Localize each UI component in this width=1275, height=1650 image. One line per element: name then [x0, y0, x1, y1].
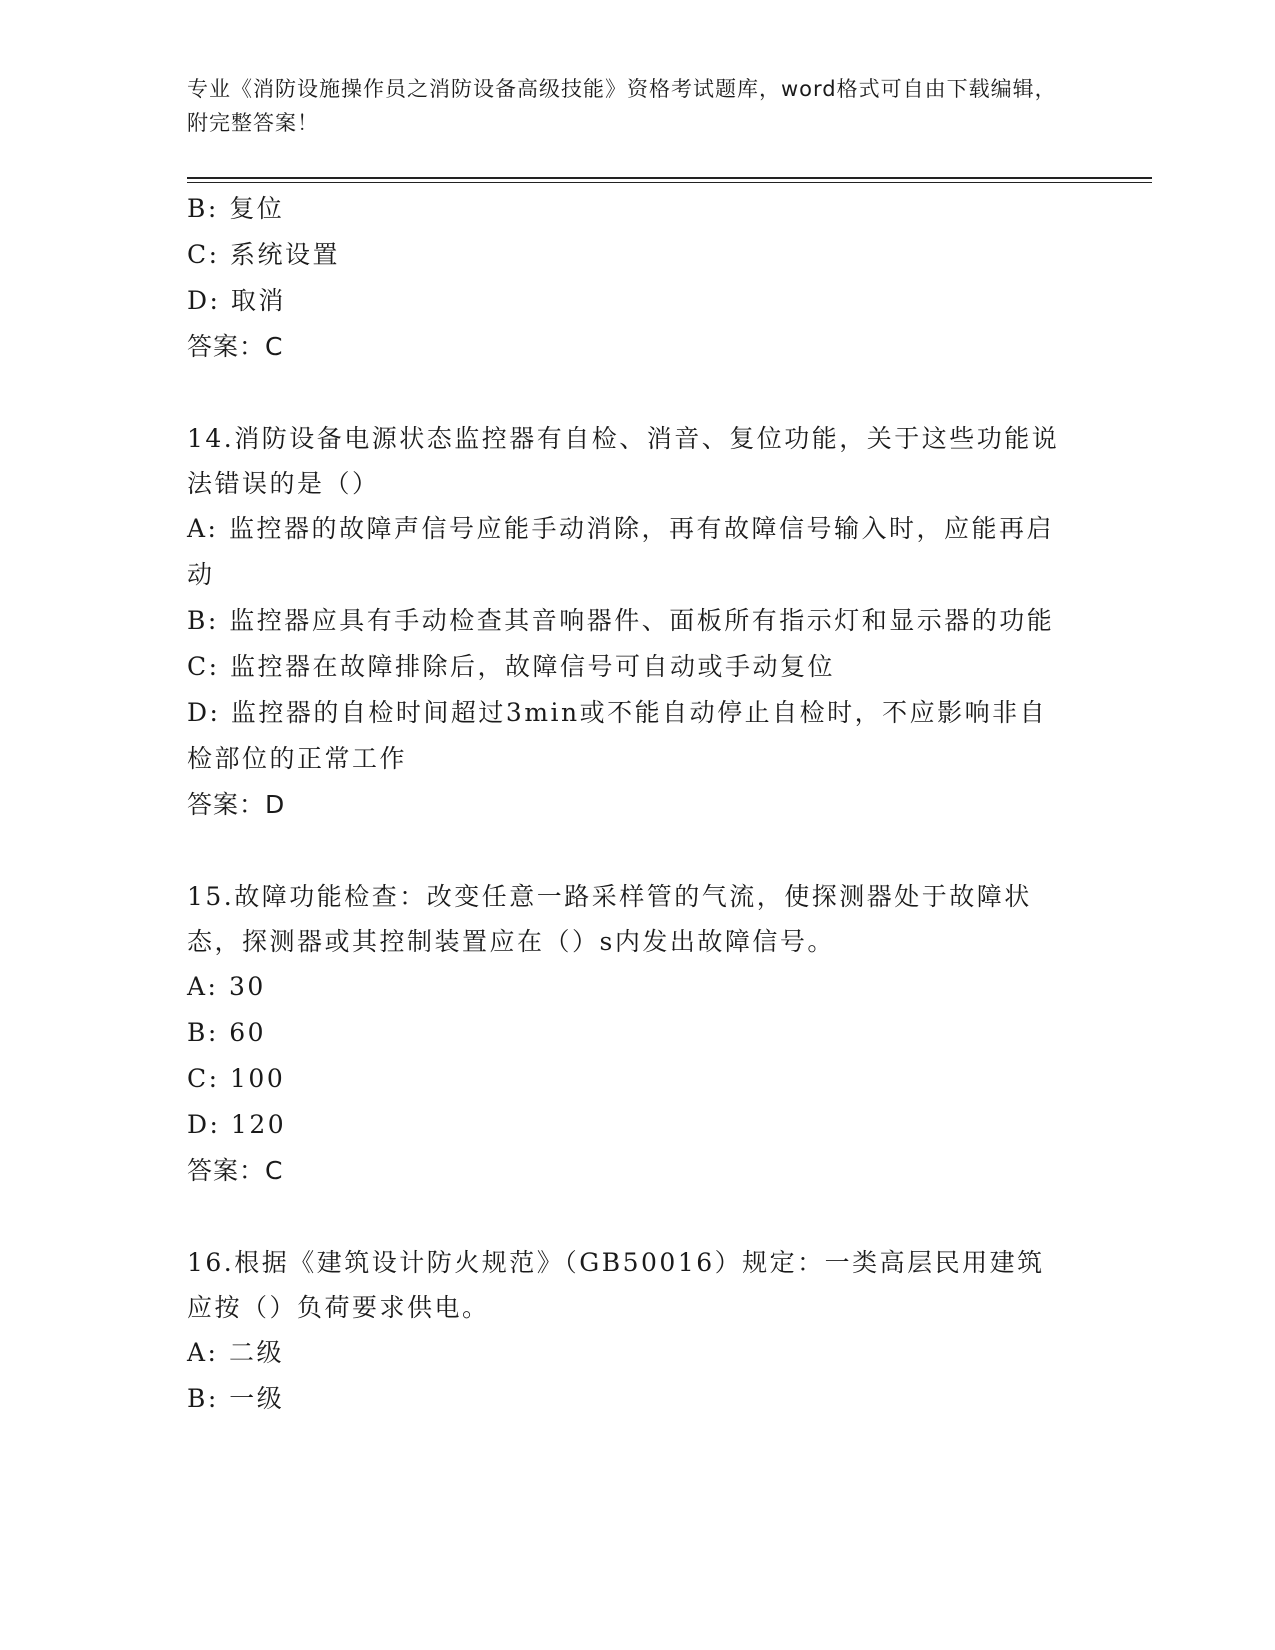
question-16-block: [187, 1240, 1067, 1422]
option-text: 30: [228, 972, 266, 1001]
document-header: 专业《消防设施操作员之消防设备高级技能》资格考试题库，word格式可自由下载编辑，附完整答案！: [187, 77, 1057, 135]
option-text: 系统设置: [230, 240, 341, 269]
option-text: 复位: [229, 194, 285, 223]
option-b: [187, 598, 1067, 644]
question-stem: 15.故障功能检查：改变任意一路采样管的气流，使探测器处于故障状态，探测器或其控制装置应在（）s内发出故障信号。: [187, 882, 1032, 956]
option-text: 监控器应具有手动检查其音响器件、面板所有指示灯和显示器的功能: [229, 606, 1055, 635]
option-text: 监控器的自检时间超过3min或不能自动停止自检时，不应影响非自检部位的正常工作: [187, 698, 1048, 773]
question-15-block: [187, 874, 1067, 1194]
option-d: [187, 1102, 1067, 1148]
answer-line: 答案：D: [187, 790, 286, 819]
option-label: B:: [187, 1384, 219, 1413]
header-divider-thin: [187, 182, 1152, 183]
option-a: [187, 964, 1067, 1010]
option-c: [187, 232, 1067, 278]
option-label: C:: [187, 240, 220, 269]
option-c: [187, 644, 1067, 690]
question-stem: 14.消防设备电源状态监控器有自检、消音、复位功能，关于这些功能说法错误的是（）: [187, 424, 1060, 498]
answer-line: 答案：C: [187, 1156, 284, 1185]
question-stem: 16.根据《建筑设计防火规范》（GB50016）规定：一类高层民用建筑应按（）负荷要求供电。: [187, 1248, 1045, 1322]
option-d: [187, 278, 1067, 324]
spacer: [187, 1194, 1067, 1240]
option-label: A:: [187, 1338, 219, 1367]
option-text: 120: [230, 1110, 287, 1139]
option-label: B:: [187, 194, 219, 223]
option-text: 100: [230, 1064, 286, 1093]
option-label: A:: [187, 514, 219, 543]
question-content: [187, 186, 1067, 1422]
option-c: [187, 1056, 1067, 1102]
option-text: 取消: [230, 286, 286, 315]
option-label: A:: [187, 972, 219, 1001]
option-b: [187, 1376, 1067, 1422]
spacer: [187, 828, 1067, 874]
option-label: D:: [187, 698, 221, 727]
option-text: 60: [229, 1018, 267, 1047]
option-label: D:: [187, 286, 221, 315]
option-a: [187, 506, 1067, 598]
option-label: C:: [187, 652, 220, 681]
option-a: [187, 1330, 1067, 1376]
option-label: B:: [187, 1018, 219, 1047]
spacer: [187, 370, 1067, 416]
option-text: 二级: [228, 1338, 284, 1367]
option-b: [187, 186, 1067, 232]
option-text: 一级: [229, 1384, 285, 1413]
option-d: [187, 690, 1067, 782]
question-14-block: [187, 416, 1067, 828]
option-text: 监控器在故障排除后，故障信号可自动或手动复位: [230, 652, 836, 681]
header-divider-thick: [187, 177, 1152, 179]
option-b: [187, 1010, 1067, 1056]
option-label: D:: [187, 1110, 221, 1139]
option-label: B:: [187, 606, 219, 635]
option-label: C:: [187, 1064, 220, 1093]
option-text: 监控器的故障声信号应能手动消除，再有故障信号输入时，应能再启动: [187, 514, 1054, 589]
answer-line: 答案：C: [187, 332, 284, 361]
prev-question-block: [187, 186, 1067, 370]
